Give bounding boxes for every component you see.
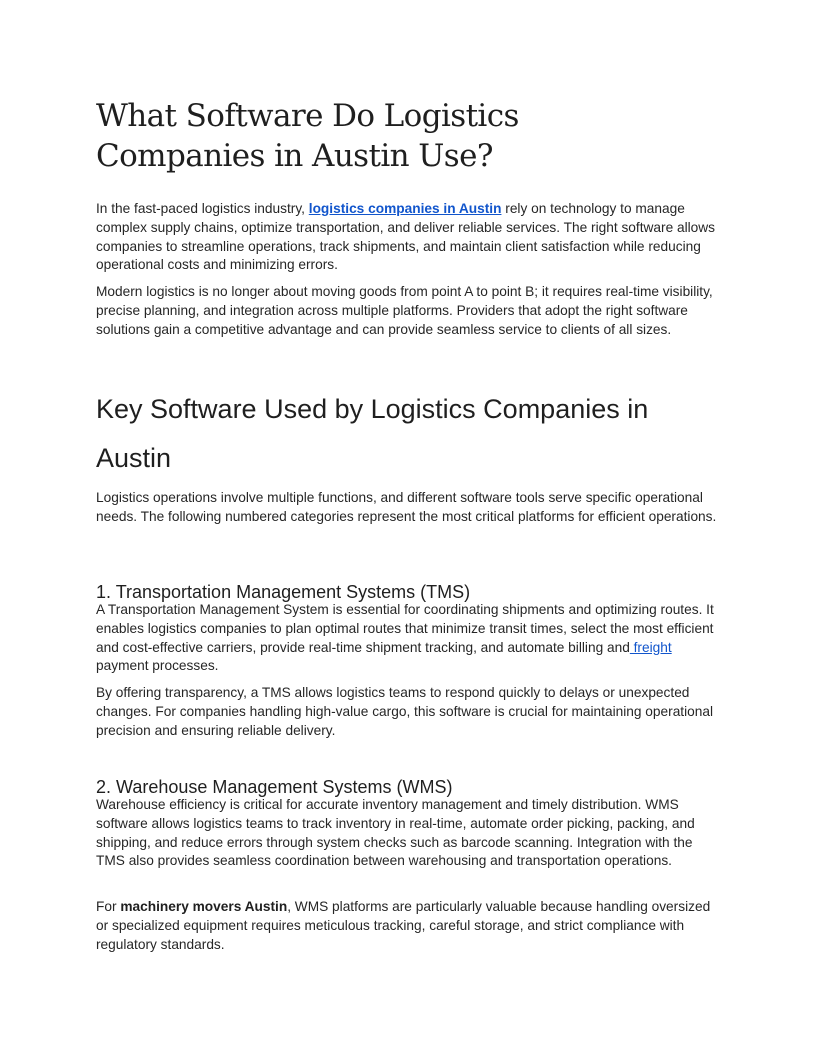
wms-paragraph-2	[96, 898, 720, 954]
tms-paragraph-1	[96, 601, 720, 676]
tms-p1-text-before: A Transportation Management System is essential for coordinating shipments and optimizing routes. It enables logistics companies to plan optimal routes that minimize transit times, select the most efficient and cost-effective carriers, provide real-time shipment tracking, and automate billing and	[96, 602, 714, 655]
intro-p1-text-after: rely on technology to manage complex supply chains, optimize transportation, and deliver reliable services. The right software allows companies to streamline operations, track shipments, and maintain client satisfaction while reducing operational costs and minimizing errors.	[96, 201, 716, 273]
tms-paragraph-2: By offering transparency, a TMS allows logistics teams to respond quickly to delays or unexpected changes. For companies handling high-value cargo, this software is crucial for maintaining operational precision and ensuring reliable delivery.	[96, 685, 714, 738]
tms-p1-text-after: payment processes.	[96, 658, 219, 674]
page-title: What Software Do Logistics Companies in Austin Use?	[96, 98, 519, 174]
logistics-companies-austin-link[interactable]: logistics companies in Austin	[308, 201, 502, 216]
key-software-paragraph: Logistics operations involve multiple functions, and different software tools serve specific operational needs. The following numbered categories represent the most critical platforms for efficient operations.	[96, 490, 717, 524]
wms-paragraph-1: Warehouse efficiency is critical for accurate inventory management and timely distribution. WMS software allows logistics teams to track inventory in real-time, automate order picking, packing, and shipping, and reduce errors through system checks such as barcode scanning. Integration with the TMS also provides seamless coordination between warehousing and transportation operations.	[96, 797, 695, 869]
intro-paragraph-2: Modern logistics is no longer about moving goods from point A to point B; it requires real-time visibility, precise planning, and integration across multiple platforms. Providers that adopt the right software solutions gain a competitive advantage and can provide seamless service to clients of all sizes.	[96, 284, 713, 337]
wms-p2-text-after: , WMS platforms are particularly valuable because handling oversized or specialized equipment requires meticulous tracking, careful storage, and strict compliance with regulatory standards.	[96, 899, 711, 952]
machinery-movers-bold: machinery movers Austin	[120, 899, 288, 914]
intro-p1-text-before: In the fast-paced logistics industry,	[96, 201, 309, 216]
tms-heading: 1. Transportation Management Systems (TMS)	[96, 582, 471, 602]
key-software-heading: Key Software Used by Logistics Companies in Austin	[96, 394, 649, 473]
intro-paragraph-1	[96, 200, 720, 275]
wms-heading: 2. Warehouse Management Systems (WMS)	[96, 777, 453, 797]
freight-link[interactable]: freight	[629, 639, 672, 655]
wms-p2-text-before: For	[96, 899, 121, 914]
